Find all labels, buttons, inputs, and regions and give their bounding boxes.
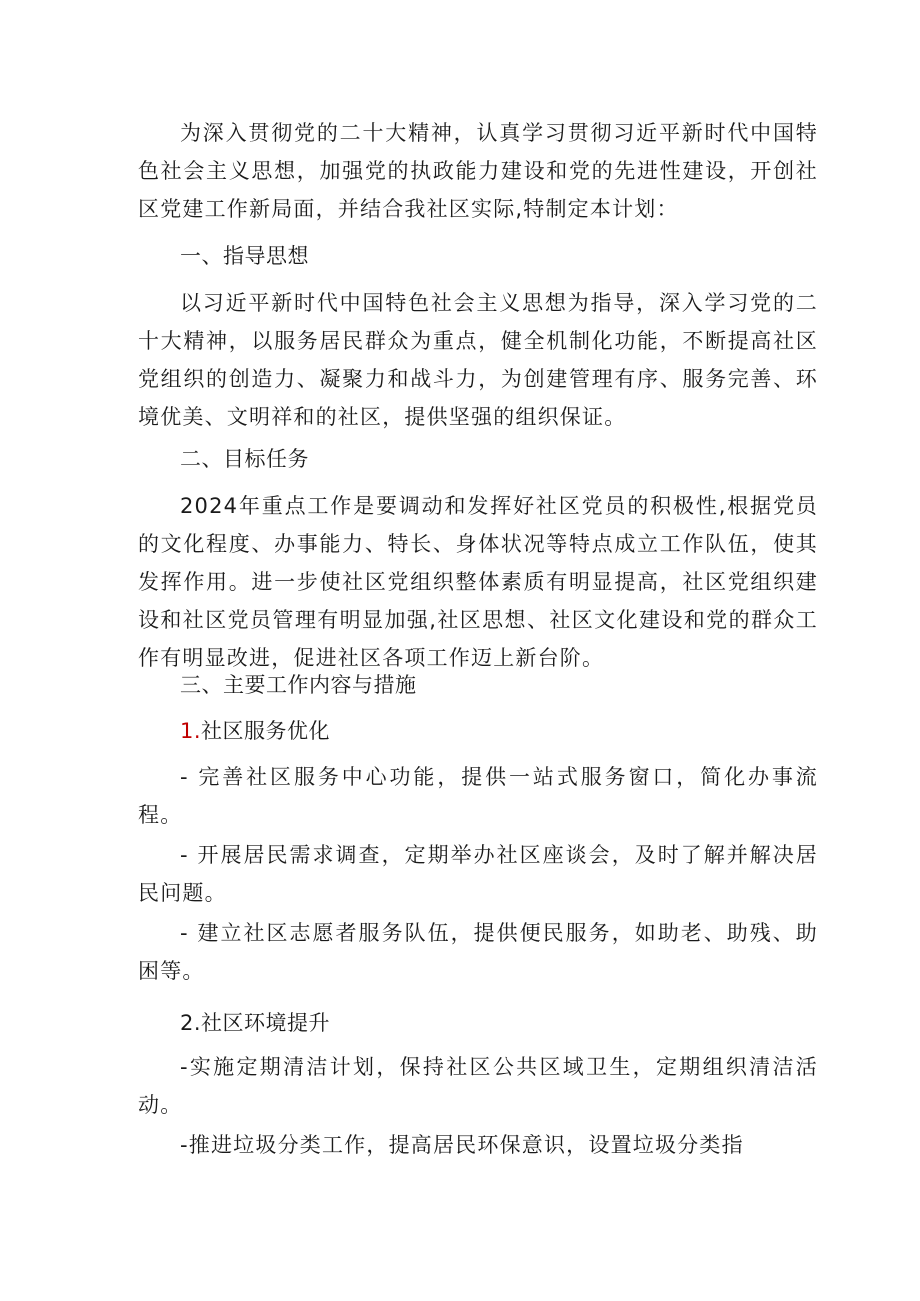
section1-body-block: [138, 284, 818, 436]
section2-heading-block: [138, 440, 818, 478]
list-item: - 建立社区志愿者服务队伍，提供便民服务，如助老、助残、助困等。: [138, 921, 818, 983]
sub2-item-1-block: [138, 1048, 818, 1124]
sub1-title: 社区服务优化: [201, 719, 331, 743]
section1-body: 以习近平新时代中国特色社会主义思想为指导，深入学习党的二十大精神，以服务居民群众为重点，健全机制化功能，不断提高社区党组织的创造力、凝聚力和战斗力，为创建管理有序、服务完善、环境优美、文明祥和的社区，提供坚强的组织保证。: [138, 291, 818, 429]
sub1-heading-block: [138, 712, 818, 750]
sub1-heading: [138, 712, 818, 750]
list-item: - 完善社区服务中心功能，提供一站式服务窗口，简化办事流程。: [138, 765, 818, 827]
section2-heading: 二、目标任务: [180, 447, 309, 471]
sub2-heading-block: [138, 1004, 818, 1042]
sub2-item-2-block: [138, 1126, 818, 1164]
sub1-item-1-block: [138, 758, 818, 834]
sub1-number: 1.: [180, 719, 202, 743]
section2-body: 2024年重点工作是要调动和发挥好社区党员的积极性,根据党员的文化程度、办事能力、特长、身体状况等特点成立工作队伍，使其发挥作用。进一步使社区党组织整体素质有明显提高，社区党组织建设和社区党员管理有明显加强,社区思想、社区文化建设和党的群众工作有明显改进，促进社区各项工作迈上新台阶。: [138, 494, 818, 670]
list-item: -实施定期清洁计划，保持社区公共区域卫生，定期组织清洁活动。: [138, 1055, 818, 1117]
sub1-item-2-block: [138, 836, 818, 912]
sub1-item-3-block: [138, 914, 818, 990]
section2-body-block: [138, 487, 818, 677]
intro-block: [138, 114, 818, 228]
section1-heading: 一、指导思想: [180, 244, 309, 268]
list-item: - 开展居民需求调查，定期举办社区座谈会，及时了解并解决居民问题。: [138, 843, 818, 905]
sub2-title: 社区环境提升: [201, 1011, 331, 1035]
section1-heading-block: [138, 237, 818, 275]
section3-heading: 三、主要工作内容与措施: [180, 673, 417, 697]
sub2-heading: [138, 1004, 818, 1042]
sub2-number: 2.: [180, 1011, 202, 1035]
section3-heading-block: [138, 666, 818, 704]
intro-paragraph: 为深入贯彻党的二十大精神，认真学习贯彻习近平新时代中国特色社会主义思想，加强党的执政能力建设和党的先进性建设，开创社区党建工作新局面，并结合我社区实际,特制定本计划：: [138, 121, 818, 221]
list-item: -推进垃圾分类工作，提高居民环保意识，设置垃圾分类指: [180, 1133, 744, 1157]
